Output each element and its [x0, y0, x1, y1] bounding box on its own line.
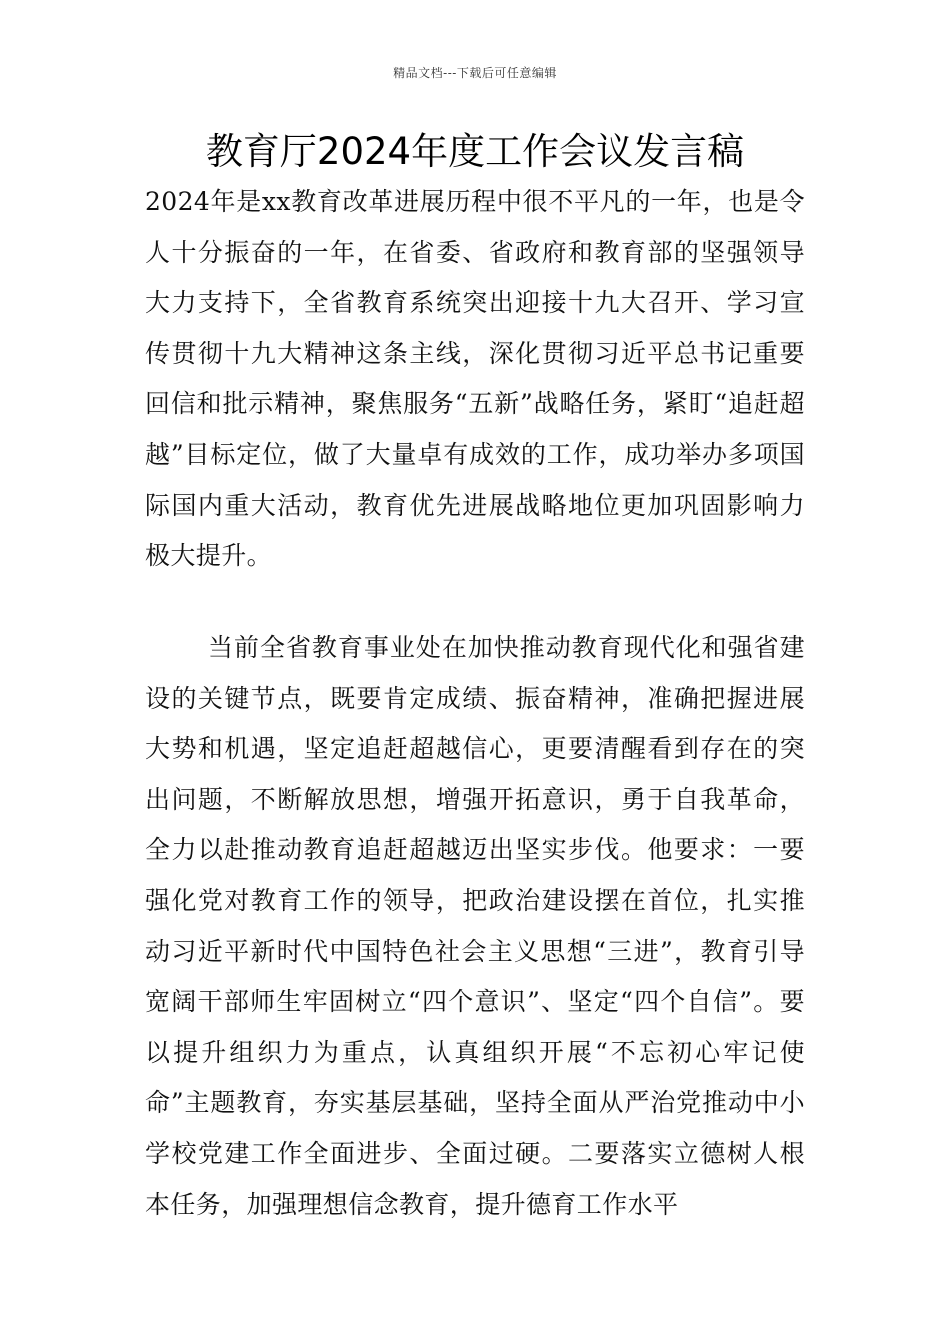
paragraph-1: 2024年是xx教育改革进展历程中很不平凡的一年，也是令人十分振奋的一年，在省委、省政府和教育部的坚强领导大力支持下，全省教育系统突出迎接十九大召开、学习宣传贯彻十九大精神这条主线，深化贯彻习近平总书记重要回信和批示精神，聚焦服务“五新”战略任务，紧盯“追赶超越”目标定位，做了大量卓有成效的工作，成功举办多项国际国内重大活动，教育优先进展战略地位更加巩固影响力极大提升。 [145, 187, 805, 571]
header-note: 精品文档---下载后可任意编辑 [393, 66, 557, 80]
document-title: 教育厅2024年度工作会议发言稿 [205, 130, 745, 173]
paragraph-2: 当前全省教育事业处在加快推动教育现代化和强省建设的关键节点，既要肯定成绩、振奋精神，准确把握进展大势和机遇，坚定追赶超越信心，更要清醒看到存在的突出问题，不断解放思想，增强开拓意识，勇于自我革命，全力以赴推动教育追赶超越迈出坚实步伐。他要求：一要强化党对教育工作的领导，把政治建设摆在首位，扎实推动习近平新时代中国特色社会主义思想“三进”，教育引导宽阔干部师生牢固树立“四个意识”、坚定“四个自信”。要以提升组织力为重点，认真组织开展“不忘初心牢记使命”主题教育，夯实基层基础，坚持全面从严治党推动中小学校党建工作全面进步、全面过硬。二要落实立德树人根本任务，加强理想信念教育，提升德育工作水平 [145, 633, 805, 1219]
